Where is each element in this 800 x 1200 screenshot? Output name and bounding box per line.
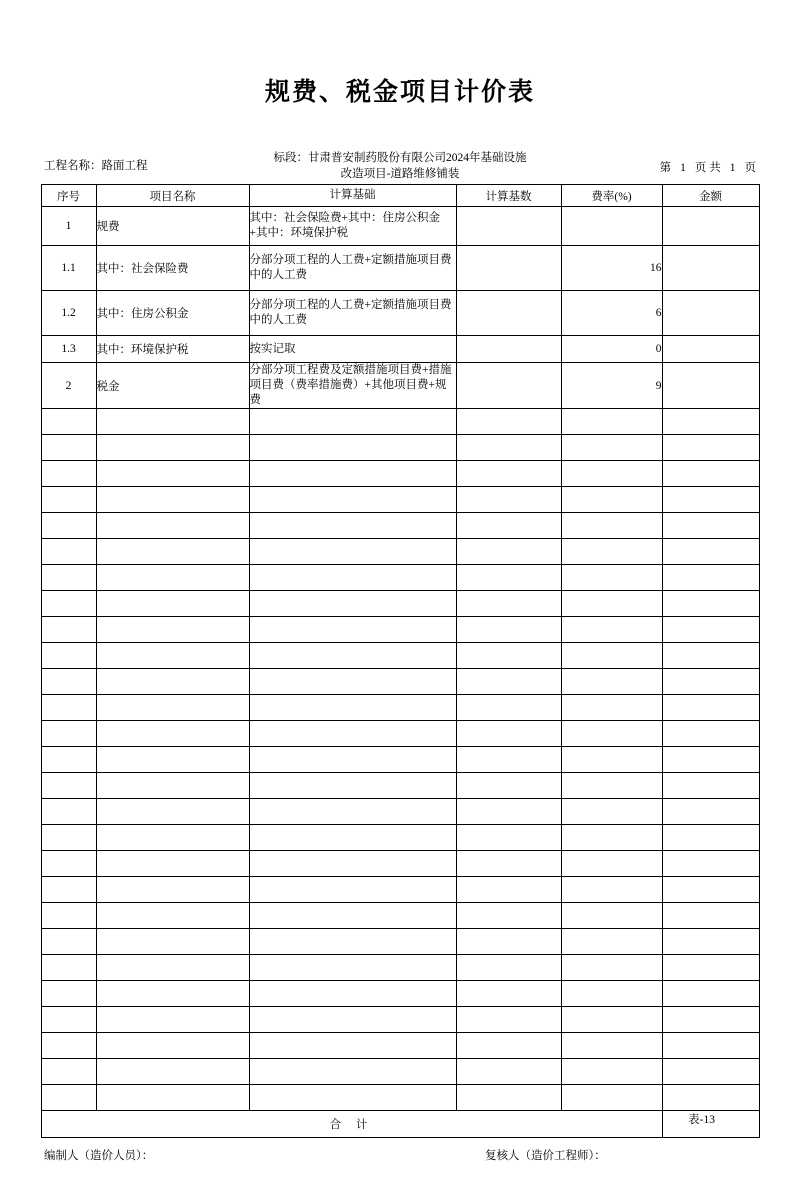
cell-empty — [249, 773, 456, 799]
cell-empty — [561, 435, 662, 461]
cell-empty — [662, 747, 759, 773]
header-name: 项目名称 — [96, 185, 249, 207]
cell-empty — [96, 929, 249, 955]
table-row-empty — [41, 1007, 759, 1033]
cell-empty — [96, 591, 249, 617]
project-name-label: 工程名称：路面工程 — [44, 160, 148, 172]
cell-empty — [96, 825, 249, 851]
cell-amount — [662, 207, 759, 246]
cell-name: 其中：环境保护税 — [96, 336, 249, 363]
total-label: 合 计 — [41, 1111, 662, 1138]
cell-empty — [41, 799, 96, 825]
table-row — [41, 207, 759, 246]
cell-empty — [249, 539, 456, 565]
cell-empty — [96, 513, 249, 539]
cell-empty — [96, 799, 249, 825]
cell-empty — [96, 903, 249, 929]
cell-empty — [662, 799, 759, 825]
cell-base: 按实记取 — [249, 336, 456, 363]
header-seq: 序号 — [41, 185, 96, 207]
cell-empty — [662, 903, 759, 929]
cell-empty — [41, 721, 96, 747]
cell-empty — [561, 1059, 662, 1085]
table-row-empty — [41, 903, 759, 929]
cell-empty — [662, 851, 759, 877]
cell-rate: 16 — [561, 246, 662, 291]
cell-empty — [456, 435, 561, 461]
cell-empty — [662, 955, 759, 981]
cell-empty — [249, 929, 456, 955]
cell-empty — [41, 747, 96, 773]
cell-empty — [561, 617, 662, 643]
section-info — [240, 150, 560, 182]
page-mid: 页 共 — [694, 162, 721, 174]
table-row — [41, 336, 759, 363]
section-line-2: 改造项目-道路维修铺装 — [340, 168, 460, 180]
cell-empty — [96, 955, 249, 981]
cell-empty — [41, 1059, 96, 1085]
cell-empty — [41, 461, 96, 487]
table-row-empty — [41, 747, 759, 773]
document-meta — [0, 150, 800, 184]
cell-cardinal — [456, 336, 561, 363]
cell-empty — [662, 981, 759, 1007]
table-row-empty — [41, 487, 759, 513]
cell-empty — [456, 591, 561, 617]
cell-empty — [561, 773, 662, 799]
page-prefix: 第 — [659, 162, 672, 174]
cell-cardinal — [456, 246, 561, 291]
cell-empty — [561, 851, 662, 877]
cell-empty — [456, 929, 561, 955]
cell-empty — [41, 669, 96, 695]
cell-empty — [662, 1007, 759, 1033]
cell-seq: 1.3 — [41, 336, 96, 363]
section-line-1: 甘肃普安制药股份有限公司2024年基础设施 — [308, 152, 527, 164]
table-row-empty — [41, 981, 759, 1007]
cell-empty — [249, 669, 456, 695]
table-row-empty — [41, 1085, 759, 1111]
cell-empty — [249, 617, 456, 643]
cell-rate: 0 — [561, 336, 662, 363]
cell-rate — [561, 207, 662, 246]
table-row — [41, 246, 759, 291]
cell-empty — [662, 669, 759, 695]
cell-empty — [41, 981, 96, 1007]
cell-empty — [456, 773, 561, 799]
cell-empty — [456, 409, 561, 435]
cell-empty — [41, 617, 96, 643]
cell-empty — [662, 539, 759, 565]
cell-empty — [249, 1007, 456, 1033]
cell-empty — [41, 695, 96, 721]
cell-empty — [662, 409, 759, 435]
cell-empty — [662, 695, 759, 721]
cell-empty — [96, 695, 249, 721]
cell-empty — [96, 539, 249, 565]
cell-empty — [41, 877, 96, 903]
page-total: 1 — [729, 162, 736, 174]
cell-empty — [96, 409, 249, 435]
cell-empty — [456, 1085, 561, 1111]
cell-empty — [561, 669, 662, 695]
cell-empty — [249, 955, 456, 981]
cell-empty — [561, 721, 662, 747]
cell-empty — [561, 643, 662, 669]
cell-empty — [662, 487, 759, 513]
cell-empty — [662, 721, 759, 747]
table-row-empty — [41, 851, 759, 877]
cell-empty — [249, 513, 456, 539]
cell-seq: 1.2 — [41, 291, 96, 336]
cell-empty — [41, 825, 96, 851]
cell-empty — [561, 747, 662, 773]
cell-empty — [249, 1085, 456, 1111]
cell-empty — [249, 877, 456, 903]
cell-empty — [662, 513, 759, 539]
cell-empty — [96, 435, 249, 461]
cell-empty — [456, 513, 561, 539]
cell-empty — [41, 435, 96, 461]
cell-cardinal — [456, 207, 561, 246]
cell-rate: 6 — [561, 291, 662, 336]
table-row-empty — [41, 1059, 759, 1085]
cell-empty — [249, 409, 456, 435]
signature-row — [0, 1147, 800, 1165]
cell-empty — [41, 643, 96, 669]
cell-empty — [41, 929, 96, 955]
cell-empty — [41, 513, 96, 539]
page-current: 1 — [680, 162, 686, 174]
table-row-empty — [41, 773, 759, 799]
cell-empty — [249, 981, 456, 1007]
table-body — [41, 207, 759, 1111]
cell-empty — [561, 565, 662, 591]
cell-empty — [662, 643, 759, 669]
cell-empty — [456, 1033, 561, 1059]
cell-empty — [41, 409, 96, 435]
form-code: 表-13 — [688, 1114, 715, 1126]
cell-empty — [561, 487, 662, 513]
cell-empty — [561, 539, 662, 565]
cell-amount — [662, 291, 759, 336]
cell-empty — [41, 487, 96, 513]
cell-empty — [41, 903, 96, 929]
cell-empty — [456, 695, 561, 721]
header-rate: 费率(%) — [561, 185, 662, 207]
cell-empty — [456, 721, 561, 747]
cell-empty — [662, 461, 759, 487]
cell-seq: 2 — [41, 363, 96, 409]
cell-empty — [561, 513, 662, 539]
cell-empty — [96, 1033, 249, 1059]
cell-empty — [456, 1059, 561, 1085]
cell-empty — [249, 747, 456, 773]
cell-empty — [249, 903, 456, 929]
table-header-row — [41, 185, 759, 207]
header-cardinal: 计算基数 — [456, 185, 561, 207]
cell-base: 分部分项工程的人工费+定额措施项目费中的人工费 — [249, 291, 456, 336]
cell-empty — [41, 955, 96, 981]
cell-empty — [456, 643, 561, 669]
table-row-empty — [41, 695, 759, 721]
cell-empty — [41, 1007, 96, 1033]
page-indicator — [660, 159, 756, 175]
cell-empty — [96, 1059, 249, 1085]
cell-empty — [249, 565, 456, 591]
cell-base: 其中：社会保险费+其中：住房公积金+其中：环境保护税 — [249, 207, 456, 246]
table-row-empty — [41, 539, 759, 565]
page-suffix: 页 — [744, 162, 756, 174]
table-header — [41, 185, 759, 207]
table-row-empty — [41, 409, 759, 435]
cell-empty — [456, 825, 561, 851]
cell-empty — [662, 617, 759, 643]
total-row — [41, 1111, 759, 1138]
cell-empty — [561, 799, 662, 825]
cell-empty — [96, 1085, 249, 1111]
cell-empty — [561, 825, 662, 851]
cell-empty — [662, 591, 759, 617]
cell-empty — [249, 1059, 456, 1085]
cell-seq: 1 — [41, 207, 96, 246]
cell-empty — [561, 591, 662, 617]
cell-empty — [96, 1007, 249, 1033]
cell-empty — [96, 617, 249, 643]
table-row — [41, 291, 759, 336]
table-row-empty — [41, 591, 759, 617]
cell-empty — [41, 1033, 96, 1059]
cell-cardinal — [456, 363, 561, 409]
cell-empty — [456, 747, 561, 773]
cell-empty — [561, 409, 662, 435]
cell-amount — [662, 246, 759, 291]
table-row-empty — [41, 617, 759, 643]
table-row — [41, 363, 759, 409]
document-page — [0, 72, 800, 1200]
cell-base: 分部分项工程的人工费+定额措施项目费中的人工费 — [249, 246, 456, 291]
cell-empty — [561, 929, 662, 955]
cell-empty — [561, 1007, 662, 1033]
cell-empty — [456, 955, 561, 981]
cell-rate: 9 — [561, 363, 662, 409]
cell-empty — [561, 877, 662, 903]
cell-empty — [662, 435, 759, 461]
cell-empty — [456, 461, 561, 487]
table-row-empty — [41, 513, 759, 539]
cell-name: 其中：住房公积金 — [96, 291, 249, 336]
fee-table — [41, 184, 760, 1138]
cell-empty — [456, 617, 561, 643]
cell-empty — [96, 721, 249, 747]
cell-amount — [662, 336, 759, 363]
cell-empty — [249, 799, 456, 825]
preparer-label: 编制人（造价人员）： — [44, 1150, 154, 1162]
table-footer — [41, 1111, 759, 1138]
table-row-empty — [41, 461, 759, 487]
table-row-empty — [41, 721, 759, 747]
cell-empty — [96, 487, 249, 513]
cell-empty — [561, 981, 662, 1007]
cell-empty — [456, 851, 561, 877]
page-title: 规费、税金项目计价表 — [264, 78, 535, 106]
cell-empty — [662, 877, 759, 903]
table-row-empty — [41, 565, 759, 591]
cell-empty — [96, 851, 249, 877]
cell-empty — [249, 435, 456, 461]
cell-empty — [249, 851, 456, 877]
cell-seq: 1.1 — [41, 246, 96, 291]
cell-empty — [456, 565, 561, 591]
cell-empty — [561, 1085, 662, 1111]
cell-empty — [41, 591, 96, 617]
cell-empty — [662, 565, 759, 591]
cell-cardinal — [456, 291, 561, 336]
cell-empty — [249, 1033, 456, 1059]
cell-empty — [662, 929, 759, 955]
cell-empty — [96, 643, 249, 669]
cell-empty — [456, 981, 561, 1007]
cell-empty — [41, 565, 96, 591]
cell-empty — [561, 695, 662, 721]
table-row-empty — [41, 955, 759, 981]
cell-empty — [41, 1085, 96, 1111]
table-row-empty — [41, 435, 759, 461]
cell-empty — [561, 1033, 662, 1059]
cell-empty — [41, 851, 96, 877]
cell-amount — [662, 363, 759, 409]
cell-empty — [96, 981, 249, 1007]
cell-empty — [662, 773, 759, 799]
table-row-empty — [41, 825, 759, 851]
cell-empty — [96, 669, 249, 695]
cell-empty — [456, 669, 561, 695]
cell-empty — [249, 721, 456, 747]
table-row-empty — [41, 669, 759, 695]
cell-empty — [456, 877, 561, 903]
cell-base: 分部分项工程费及定额措施项目费+措施项目费（费率措施费）+其他项目费+规费 — [249, 363, 456, 409]
cell-empty — [41, 539, 96, 565]
table-row-empty — [41, 929, 759, 955]
cell-empty — [662, 1085, 759, 1111]
cell-empty — [561, 461, 662, 487]
table-row-empty — [41, 799, 759, 825]
cell-empty — [456, 1007, 561, 1033]
section-label: 标段： — [273, 152, 308, 164]
cell-empty — [249, 591, 456, 617]
cell-empty — [249, 825, 456, 851]
cell-empty — [249, 643, 456, 669]
cell-empty — [662, 825, 759, 851]
cell-empty — [561, 955, 662, 981]
cell-empty — [456, 487, 561, 513]
cell-empty — [456, 903, 561, 929]
cell-name: 其中：社会保险费 — [96, 246, 249, 291]
cell-empty — [662, 1059, 759, 1085]
cell-empty — [249, 487, 456, 513]
cell-name: 规费 — [96, 207, 249, 246]
cell-empty — [96, 747, 249, 773]
cell-empty — [96, 877, 249, 903]
cell-empty — [96, 565, 249, 591]
cell-empty — [249, 695, 456, 721]
cell-name: 税金 — [96, 363, 249, 409]
cell-empty — [662, 1033, 759, 1059]
cell-empty — [561, 903, 662, 929]
cell-empty — [456, 799, 561, 825]
cell-empty — [249, 461, 456, 487]
table-row-empty — [41, 877, 759, 903]
table-row-empty — [41, 1033, 759, 1059]
reviewer-label: 复核人（造价工程师）： — [485, 1150, 606, 1162]
header-base: 计算基础 — [249, 185, 456, 207]
cell-empty — [96, 773, 249, 799]
table-row-empty — [41, 643, 759, 669]
header-amount: 金额 — [662, 185, 759, 207]
cell-empty — [41, 773, 96, 799]
cell-empty — [96, 461, 249, 487]
cell-empty — [456, 539, 561, 565]
